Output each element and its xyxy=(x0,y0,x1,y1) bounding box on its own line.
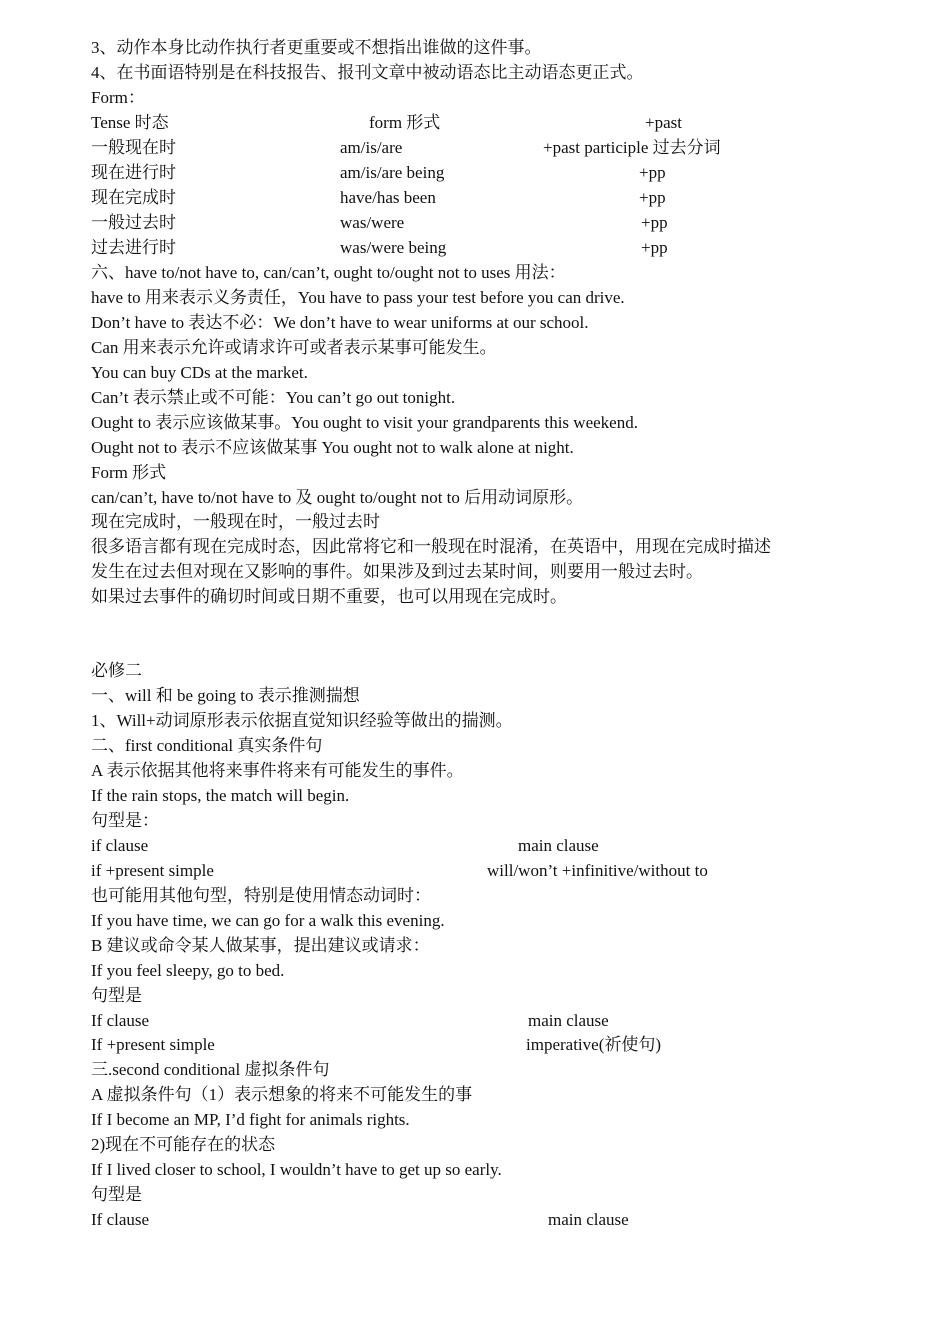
pattern-if-clause: If clause xyxy=(91,1011,150,1030)
row-tense: 一般过去时 xyxy=(91,213,176,232)
section-6-line: Can’t 表示禁止或不可能：You can’t go out tonight. xyxy=(91,388,456,407)
row-past: +past participle 过去分词 xyxy=(543,138,721,157)
section-6-line: have to 用来表示义务责任，You have to pass your test before you can drive. xyxy=(91,288,625,307)
passive-use-3: 3、动作本身比动作执行者更重要或不想指出谁做的这件事。 xyxy=(91,38,542,57)
will-heading: 一、will 和 be going to 表示推测揣想 xyxy=(91,686,360,705)
header-tense: Tense 时态 xyxy=(91,113,169,132)
first-conditional-b: B 建议或命令某人做某事，提出建议或请求： xyxy=(91,936,430,955)
first-conditional-a-example: If the rain stops, the match will begin. xyxy=(91,786,350,805)
pattern-if-value: if +present simple xyxy=(91,861,214,880)
first-conditional-b-example: If you feel sleepy, go to bed. xyxy=(91,961,285,980)
row-past: +pp xyxy=(641,213,668,232)
section-6-line: 如果过去事件的确切时间或日期不重要，也可以用现在完成时。 xyxy=(91,587,567,606)
second-conditional-a2-example: If I lived closer to school, I wouldn’t have to get up so early. xyxy=(91,1160,502,1179)
row-form: was/were being xyxy=(340,238,447,257)
passive-use-4: 4、在书面语特别是在科技报告、报刊文章中被动语态比主动语态更正式。 xyxy=(91,63,644,82)
header-form: form 形式 xyxy=(369,113,441,132)
will-line-1: 1、Will+动词原形表示依据直觉知识经验等做出的揣测。 xyxy=(91,711,513,730)
row-tense: 过去进行时 xyxy=(91,238,176,257)
section-6-line: Ought to 表示应该做某事。You ought to visit your grandparents this weekend. xyxy=(91,413,638,432)
row-tense: 一般现在时 xyxy=(91,138,176,157)
row-tense: 现在进行时 xyxy=(91,163,176,182)
row-form: was/were xyxy=(340,213,405,232)
row-past: +pp xyxy=(639,163,666,182)
row-tense: 现在完成时 xyxy=(91,188,176,207)
pattern-if-value: If +present simple xyxy=(91,1035,215,1054)
section-6-heading: 六、have to/not have to, can/can’t, ought to/ought not to uses 用法： xyxy=(91,263,566,282)
section-6-line: can/can’t, have to/not have to 及 ought to/ought not to 后用动词原形。 xyxy=(91,488,584,507)
header-past: +past xyxy=(645,113,682,132)
second-conditional-a1-example: If I become an MP, I’d fight for animals rights. xyxy=(91,1110,410,1129)
first-conditional-other-example: If you have time, we can go for a walk this evening. xyxy=(91,911,445,930)
section-6-line: 现在完成时，一般现在时，一般过去时 xyxy=(91,512,380,531)
row-form: am/is/are being xyxy=(340,163,445,182)
section-6-line: 很多语言都有现在完成时态，因此常将它和一般现在时混淆，在英语中，用现在完成时描述 xyxy=(91,537,771,556)
section-6-line: Ought not to 表示不应该做某事 You ought not to walk alone at night. xyxy=(91,438,574,457)
first-conditional-heading: 二、first conditional 真实条件句 xyxy=(91,736,323,755)
pattern-main-clause: main clause xyxy=(548,1210,629,1229)
section-6-line: You can buy CDs at the market. xyxy=(91,363,308,382)
first-conditional-other: 也可能用其他句型，特别是使用情态动词时： xyxy=(91,886,431,905)
pattern-if-clause: if clause xyxy=(91,836,149,855)
pattern-main-clause: main clause xyxy=(518,836,599,855)
second-conditional-a2: 2)现在不可能存在的状态 xyxy=(91,1135,276,1154)
pattern-label: 句型是 xyxy=(91,986,142,1005)
section-6-line: Don’t have to 表达不必：We don’t have to wear uniforms at our school. xyxy=(91,313,589,332)
second-conditional-a1: A 虚拟条件句（1）表示想象的将来不可能发生的事 xyxy=(91,1085,473,1104)
first-conditional-a: A 表示依据其他将来事件将来有可能发生的事件。 xyxy=(91,761,464,780)
pattern-label: 句型是： xyxy=(91,811,159,830)
row-past: +pp xyxy=(641,238,668,257)
book-2-title: 必修二 xyxy=(91,661,142,680)
pattern-if-clause: If clause xyxy=(91,1210,150,1229)
row-form: have/has been xyxy=(340,188,436,207)
row-form: am/is/are xyxy=(340,138,403,157)
row-past: +pp xyxy=(639,188,666,207)
section-6-line: Form 形式 xyxy=(91,463,167,482)
second-conditional-heading: 三.second conditional 虚拟条件句 xyxy=(91,1060,330,1079)
pattern-main-value: will/won’t +infinitive/without to xyxy=(487,861,708,880)
section-6-line: 发生在过去但对现在又影响的事件。如果涉及到过去某时间，则要用一般过去时。 xyxy=(91,562,703,581)
pattern-label: 句型是 xyxy=(91,1185,142,1204)
section-6-line: Can 用来表示允许或请求许可或者表示某事可能发生。 xyxy=(91,338,497,357)
form-label: Form： xyxy=(91,88,145,107)
pattern-main-value: imperative(祈使句) xyxy=(526,1035,662,1054)
pattern-main-clause: main clause xyxy=(528,1011,609,1030)
